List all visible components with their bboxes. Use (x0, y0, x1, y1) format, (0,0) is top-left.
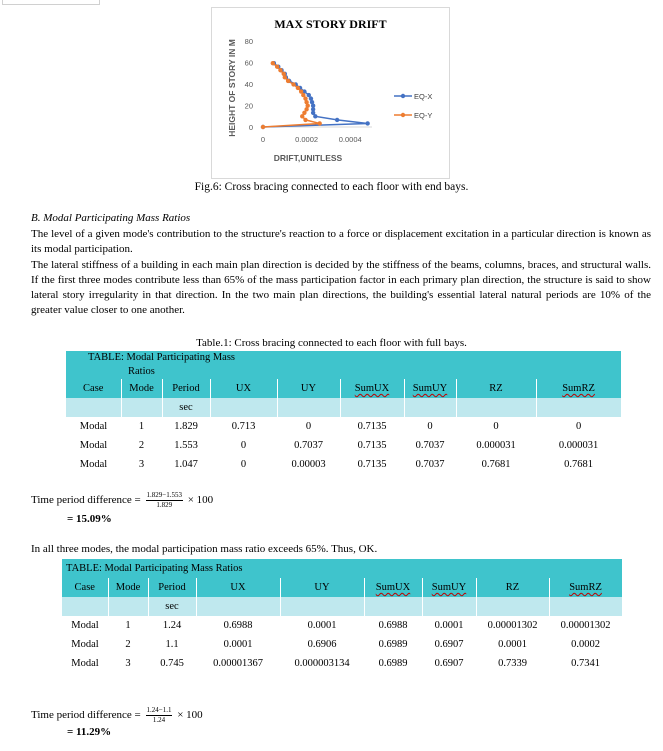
formula-1 (31, 491, 213, 510)
t1-cell: 0 (305, 421, 312, 432)
t1-unit-cell (66, 398, 121, 417)
series-point-eq-x (335, 118, 339, 122)
t1-header-cell (162, 379, 210, 398)
t1-cell: 0.7037 (415, 440, 445, 451)
series-point-eq-y (299, 89, 303, 93)
t2-cell: 0.6906 (307, 639, 337, 650)
t2-header-cell (422, 578, 476, 597)
t2-header-text: Case (74, 582, 95, 593)
table2-body (62, 616, 622, 673)
table2-units-row (62, 597, 622, 616)
series-point-eq-x (307, 93, 311, 97)
t2-cell: 0.00001302 (560, 620, 611, 631)
t2-cell: Modal (71, 639, 99, 650)
y-axis-label: HEIGHT OF STORY IN M (227, 39, 237, 137)
t1-cell: Modal (79, 421, 108, 432)
modal-table-2 (62, 559, 623, 673)
series-point-eq-y (291, 82, 295, 86)
formula2-times: × 100 (177, 709, 203, 722)
y-tick-label: 40 (244, 80, 253, 89)
t1-cell: 1.829 (174, 421, 198, 432)
formula1-denominator: 1.829 (156, 501, 173, 509)
t2-header-cell (196, 578, 280, 597)
t2-unit-cell (108, 597, 148, 616)
t1-header-cell (210, 379, 277, 398)
table2-title-row (62, 559, 622, 578)
t2-header-cell (148, 578, 196, 597)
series-point-eq-y (275, 64, 279, 68)
t1-unit-cell (277, 398, 340, 417)
t1-header-text: Mode (129, 383, 154, 394)
t2-unit-cell (280, 597, 364, 616)
formula2-result: = 11.29% (67, 726, 112, 738)
t1-cell: 0.000031 (558, 440, 599, 451)
t1-unit-cell (121, 398, 162, 417)
series-point-eq-x (365, 121, 369, 125)
t2-cell: 0.6989 (378, 658, 408, 669)
t2-header-cell (108, 578, 148, 597)
t1-cell: 0.7135 (357, 421, 387, 432)
table2-title: TABLE: Modal Participating Mass Ratios (66, 563, 243, 574)
t2-unit-cell (364, 597, 422, 616)
t1-header-cell (404, 379, 456, 398)
legend-marker-eq-y (401, 113, 405, 117)
t2-cell: Modal (71, 620, 99, 631)
t1-header-text: Case (83, 383, 104, 394)
series-point-eq-y (261, 125, 265, 129)
formula-2 (31, 706, 203, 725)
t2-unit-cell (476, 597, 549, 616)
t1-cell: 1.553 (174, 440, 198, 451)
t1-header-cell (456, 379, 536, 398)
t1-cell: 1.047 (174, 459, 198, 470)
t2-header-cell (549, 578, 622, 597)
t1-cell: 0 (240, 440, 247, 451)
t1-header-cell (66, 379, 121, 398)
t2-cell: 0.6988 (223, 620, 253, 631)
t1-cell: 0.7037 (415, 459, 445, 470)
formula2-denominator: 1.24 (152, 716, 166, 724)
formula1-label: Time period difference = (31, 494, 141, 507)
table-row (66, 436, 621, 455)
drift-chart-svg (212, 8, 449, 178)
t2-header-cell (62, 578, 108, 597)
top-left-frame (2, 0, 100, 5)
table1-title-row (66, 351, 621, 379)
drift-chart (211, 7, 450, 179)
t2-cell: 0.000003134 (294, 658, 350, 669)
table1-header-row (66, 379, 621, 398)
t1-unit-cell (456, 398, 536, 417)
section-heading: B. Modal Participating Mass Ratios (31, 212, 191, 224)
series-point-eq-y (317, 121, 321, 125)
legend-label-eq-x: EQ-X (414, 92, 433, 101)
t2-cell: Modal (71, 658, 99, 669)
t2-header-text: RZ (505, 582, 520, 593)
table1-title: TABLE: Modal Participating Mass (88, 352, 236, 363)
t1-cell: 0.7037 (294, 440, 323, 451)
table1-body (66, 417, 621, 474)
formula1-times: × 100 (187, 494, 214, 507)
x-axis-label: DRIFT,UNITLESS (273, 153, 343, 163)
t2-cell: 1.1 (165, 639, 179, 650)
y-tick-label: 80 (244, 37, 253, 46)
table-row (62, 616, 622, 635)
modal-participation-note: In all three modes, the modal participation mass ratio exceeds 65%. Thus, OK. (31, 543, 378, 555)
t2-cell: 0.0001 (434, 620, 464, 631)
t1-cell: 0.713 (231, 421, 256, 432)
t1-cell: 3 (138, 459, 145, 470)
x-tick-label: 0 (260, 135, 266, 144)
t2-cell: 0.6989 (378, 639, 408, 650)
t1-header-cell (121, 379, 162, 398)
t1-cell: 0.7135 (357, 459, 387, 470)
table-row (62, 654, 622, 673)
t1-cell: Modal (79, 459, 108, 470)
t2-header-cell (476, 578, 549, 597)
t2-header-cell (280, 578, 364, 597)
legend-label-eq-y: EQ-Y (414, 111, 433, 120)
t1-cell: 0.7135 (357, 440, 387, 451)
table1-units-row (66, 398, 621, 417)
t1-unit-cell (340, 398, 404, 417)
table2-header-row (62, 578, 622, 597)
table-row (66, 455, 621, 474)
t2-cell: 0.0002 (571, 639, 600, 650)
t1-header-text: SumRZ (562, 383, 595, 394)
t1-cell: 1 (138, 421, 145, 432)
t1-unit-cell: sec (162, 398, 210, 417)
t2-header-text: Period (158, 582, 186, 593)
t2-cell: 0.0001 (498, 639, 527, 650)
t1-cell: 0.7681 (564, 459, 593, 470)
t2-header-text: SumUY (431, 582, 467, 593)
table-row (66, 417, 621, 436)
t2-cell: 2 (125, 639, 131, 650)
t2-cell: 0.0001 (307, 620, 337, 631)
formula1-result: = 15.09% (67, 513, 112, 525)
table1-caption: Table.1: Cross bracing connected to each floor with full bays. (196, 337, 467, 349)
t2-header-text: UY (314, 582, 330, 593)
t2-unit-cell (549, 597, 622, 616)
paragraph-2: The lateral stiffness of a building in each main plan direction is decided by the stiffness of the beams, columns, braces, and structural walls. If the first three modes contribute less than 65% of the mass participation factor in each primary plan direction, the structure is said to show lateral story irregularity in that direction. In the two main plan directions, the building's essential lateral natural periods are 10% of the greater value closer to one another. (31, 259, 651, 316)
t1-header-cell (277, 379, 340, 398)
t2-unit-cell (196, 597, 280, 616)
series-point-eq-y (286, 79, 290, 83)
t1-cell: 0.00003 (291, 459, 326, 470)
t2-unit-cell (62, 597, 108, 616)
series-point-eq-y (278, 68, 282, 72)
legend-marker-eq-x (401, 94, 405, 98)
y-tick-label: 0 (248, 123, 253, 132)
t2-header-text: SumRZ (569, 582, 602, 593)
t2-header-text: SumUX (375, 582, 411, 593)
t2-header-cell (364, 578, 422, 597)
t2-cell: 0.00001367 (213, 658, 263, 669)
formula1-numerator: 1.829−1.553 (146, 491, 182, 499)
modal-table-1 (66, 351, 622, 474)
t2-header-text: Mode (115, 582, 141, 593)
table-row (62, 635, 622, 654)
t1-header-text: RZ (489, 383, 503, 394)
y-tick-label: 60 (244, 58, 253, 68)
t1-cell: 0 (493, 421, 499, 432)
t1-cell: 2 (138, 440, 145, 451)
x-tick-label: 0.0004 (338, 135, 362, 144)
t1-header-text: Period (172, 383, 200, 394)
t1-cell: 0.000031 (476, 440, 516, 451)
t2-cell: 0.00001302 (487, 620, 538, 631)
formula2-fraction (146, 706, 173, 725)
t2-unit-cell: sec (148, 597, 196, 616)
t1-unit-cell (404, 398, 456, 417)
series-point-eq-y (271, 61, 275, 65)
t1-cell: 0.7681 (481, 459, 511, 470)
t2-cell: 0.6988 (378, 620, 408, 631)
series-point-eq-y (282, 72, 286, 76)
chart-title: MAX STORY DRIFT (274, 17, 387, 31)
t1-unit-cell (210, 398, 277, 417)
figure-caption: Fig.6: Cross bracing connected to each floor with end bays. (194, 181, 469, 193)
formula1-fraction (146, 491, 183, 510)
x-tick-label: 0.0002 (295, 135, 319, 144)
t2-cell: 3 (125, 658, 131, 669)
t2-cell: 0.745 (160, 658, 184, 669)
t1-header-text: SumUX (354, 383, 390, 394)
t2-cell: 0.7339 (498, 658, 527, 669)
t1-unit-cell (536, 398, 621, 417)
series-point-eq-y (296, 86, 300, 90)
t1-header-text: SumUY (412, 383, 448, 394)
table1-title-cont: Ratios (128, 366, 155, 377)
t1-cell: 0 (427, 421, 433, 432)
formula2-numerator: 1.24−1.1 (146, 706, 172, 714)
y-tick-label: 20 (244, 101, 253, 111)
t1-header-cell (340, 379, 404, 398)
t1-header-cell (536, 379, 621, 398)
t2-cell: 1.24 (162, 620, 182, 631)
paragraph-1: The level of a given mode's contribution to the structure's reaction to a force or displacement excitation in a particular direction is known as its modal participation. (31, 228, 651, 255)
t2-cell: 0.6907 (434, 639, 464, 650)
t2-unit-cell (422, 597, 476, 616)
t2-cell: 0.6907 (434, 658, 464, 669)
series-point-eq-y (303, 118, 307, 122)
t1-cell: 0 (240, 459, 247, 470)
t1-cell: Modal (79, 440, 108, 451)
t1-header-text: UX (235, 383, 252, 394)
series-line-eq-y (263, 63, 320, 127)
t2-cell: 0.7341 (571, 658, 600, 669)
t2-cell: 1 (125, 620, 131, 631)
t1-header-text: UY (300, 383, 317, 394)
t2-cell: 0.0001 (223, 639, 253, 650)
formula2-label: Time period difference = (31, 709, 141, 722)
t2-header-text: UX (230, 582, 246, 593)
t1-cell: 0 (575, 421, 582, 432)
